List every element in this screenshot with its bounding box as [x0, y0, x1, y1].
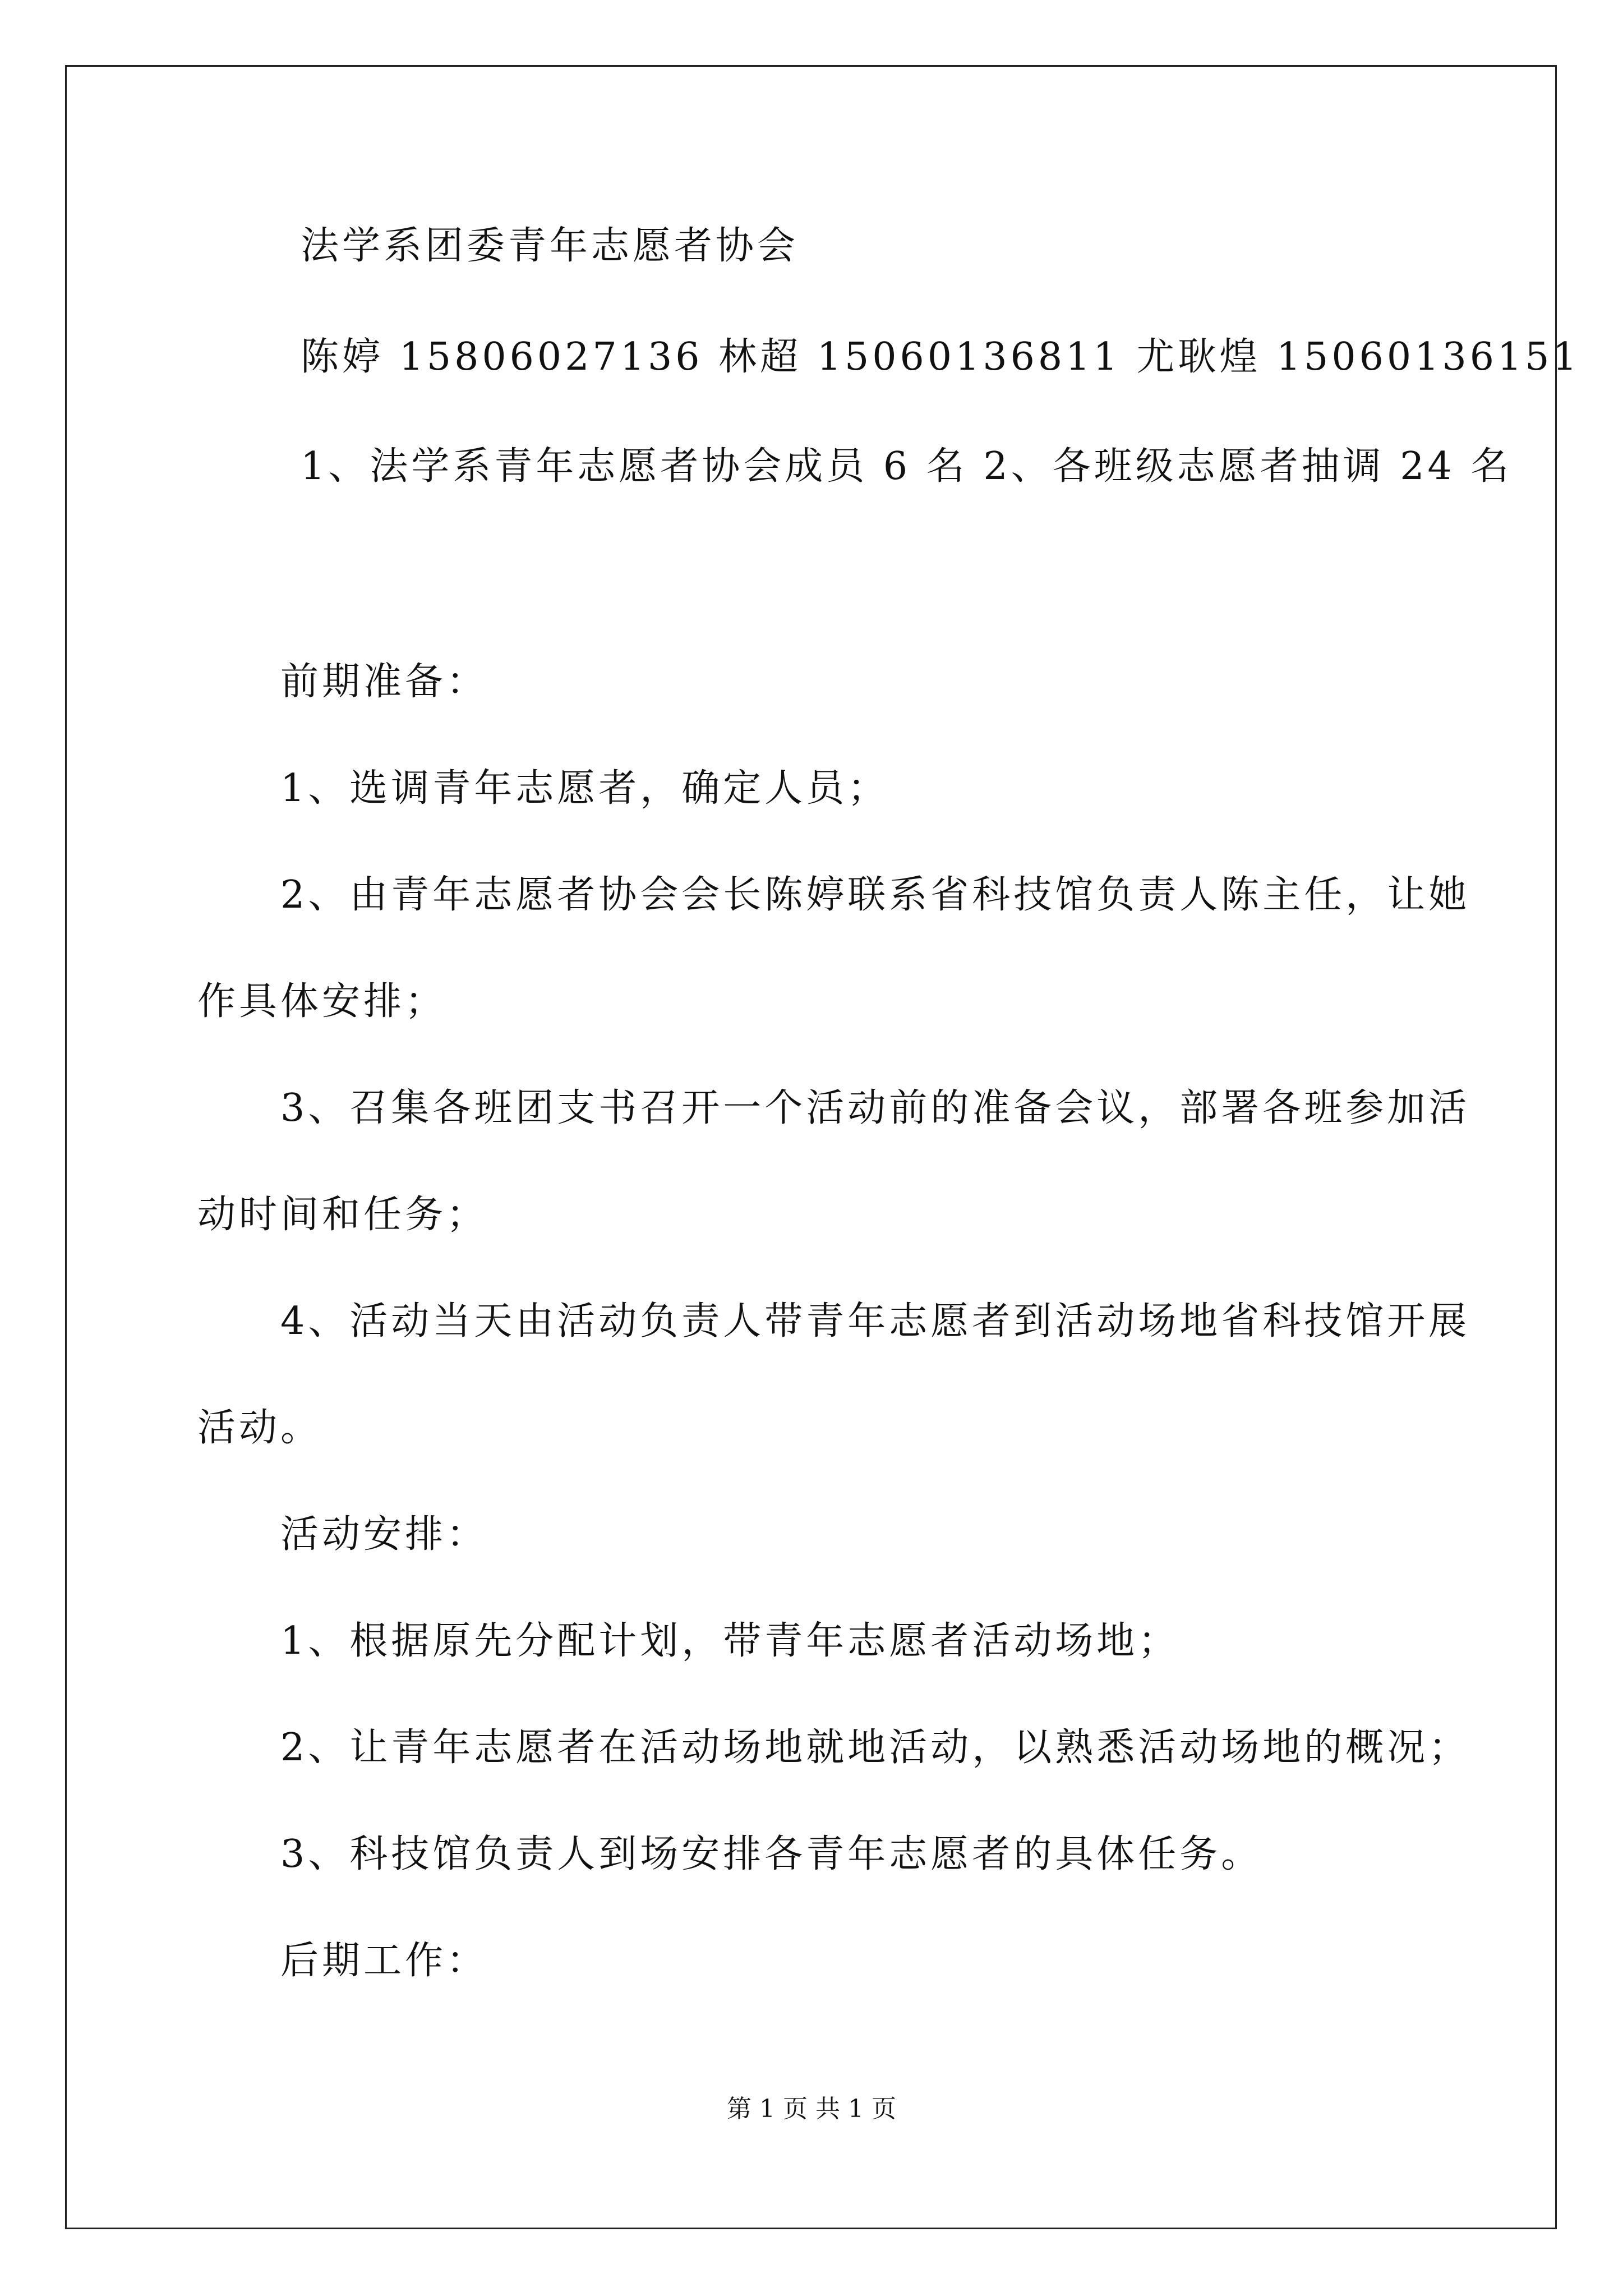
prep-item-3-line-2: 动时间和任务；: [197, 1193, 488, 1237]
page-number-footer: 第 1 页 共 1 页: [727, 2095, 896, 2123]
later-work-heading: 后期工作：: [280, 1939, 488, 1983]
contact-line: 陈婷 15806027136 林超 15060136811 尤耿煌 15060136151: [301, 335, 1580, 379]
arrangement-heading: 活动安排：: [280, 1512, 488, 1557]
prep-item-3-line-1: 3、召集各班团支书召开一个活动前的准备会议，部署各班参加活: [280, 1086, 1470, 1130]
prep-item-4-line-2: 活动。: [197, 1406, 322, 1450]
arrangement-item-2: 2、让青年志愿者在活动场地就地活动，以熟悉活动场地的概况；: [280, 1726, 1470, 1770]
prep-item-2-line-1: 2、由青年志愿者协会会长陈婷联系省科技馆负责人陈主任，让她: [280, 873, 1470, 917]
prep-item-4-line-1: 4、活动当天由活动负责人带青年志愿者到活动场地省科技馆开展: [280, 1299, 1470, 1343]
member-count-line: 1、法学系青年志愿者协会成员 6 名 2、各班级志愿者抽调 24 名: [301, 444, 1513, 489]
arrangement-item-3: 3、科技馆负责人到场安排各青年志愿者的具体任务。: [280, 1832, 1263, 1876]
prep-heading: 前期准备：: [280, 660, 488, 704]
arrangement-item-1: 1、根据原先分配计划，带青年志愿者活动场地；: [280, 1619, 1180, 1663]
prep-item-1: 1、选调青年志愿者，确定人员；: [280, 766, 889, 811]
page-border: [65, 65, 1557, 2229]
prep-item-2-line-2: 作具体安排；: [197, 979, 447, 1024]
org-title: 法学系团委青年志愿者协会: [301, 224, 799, 268]
